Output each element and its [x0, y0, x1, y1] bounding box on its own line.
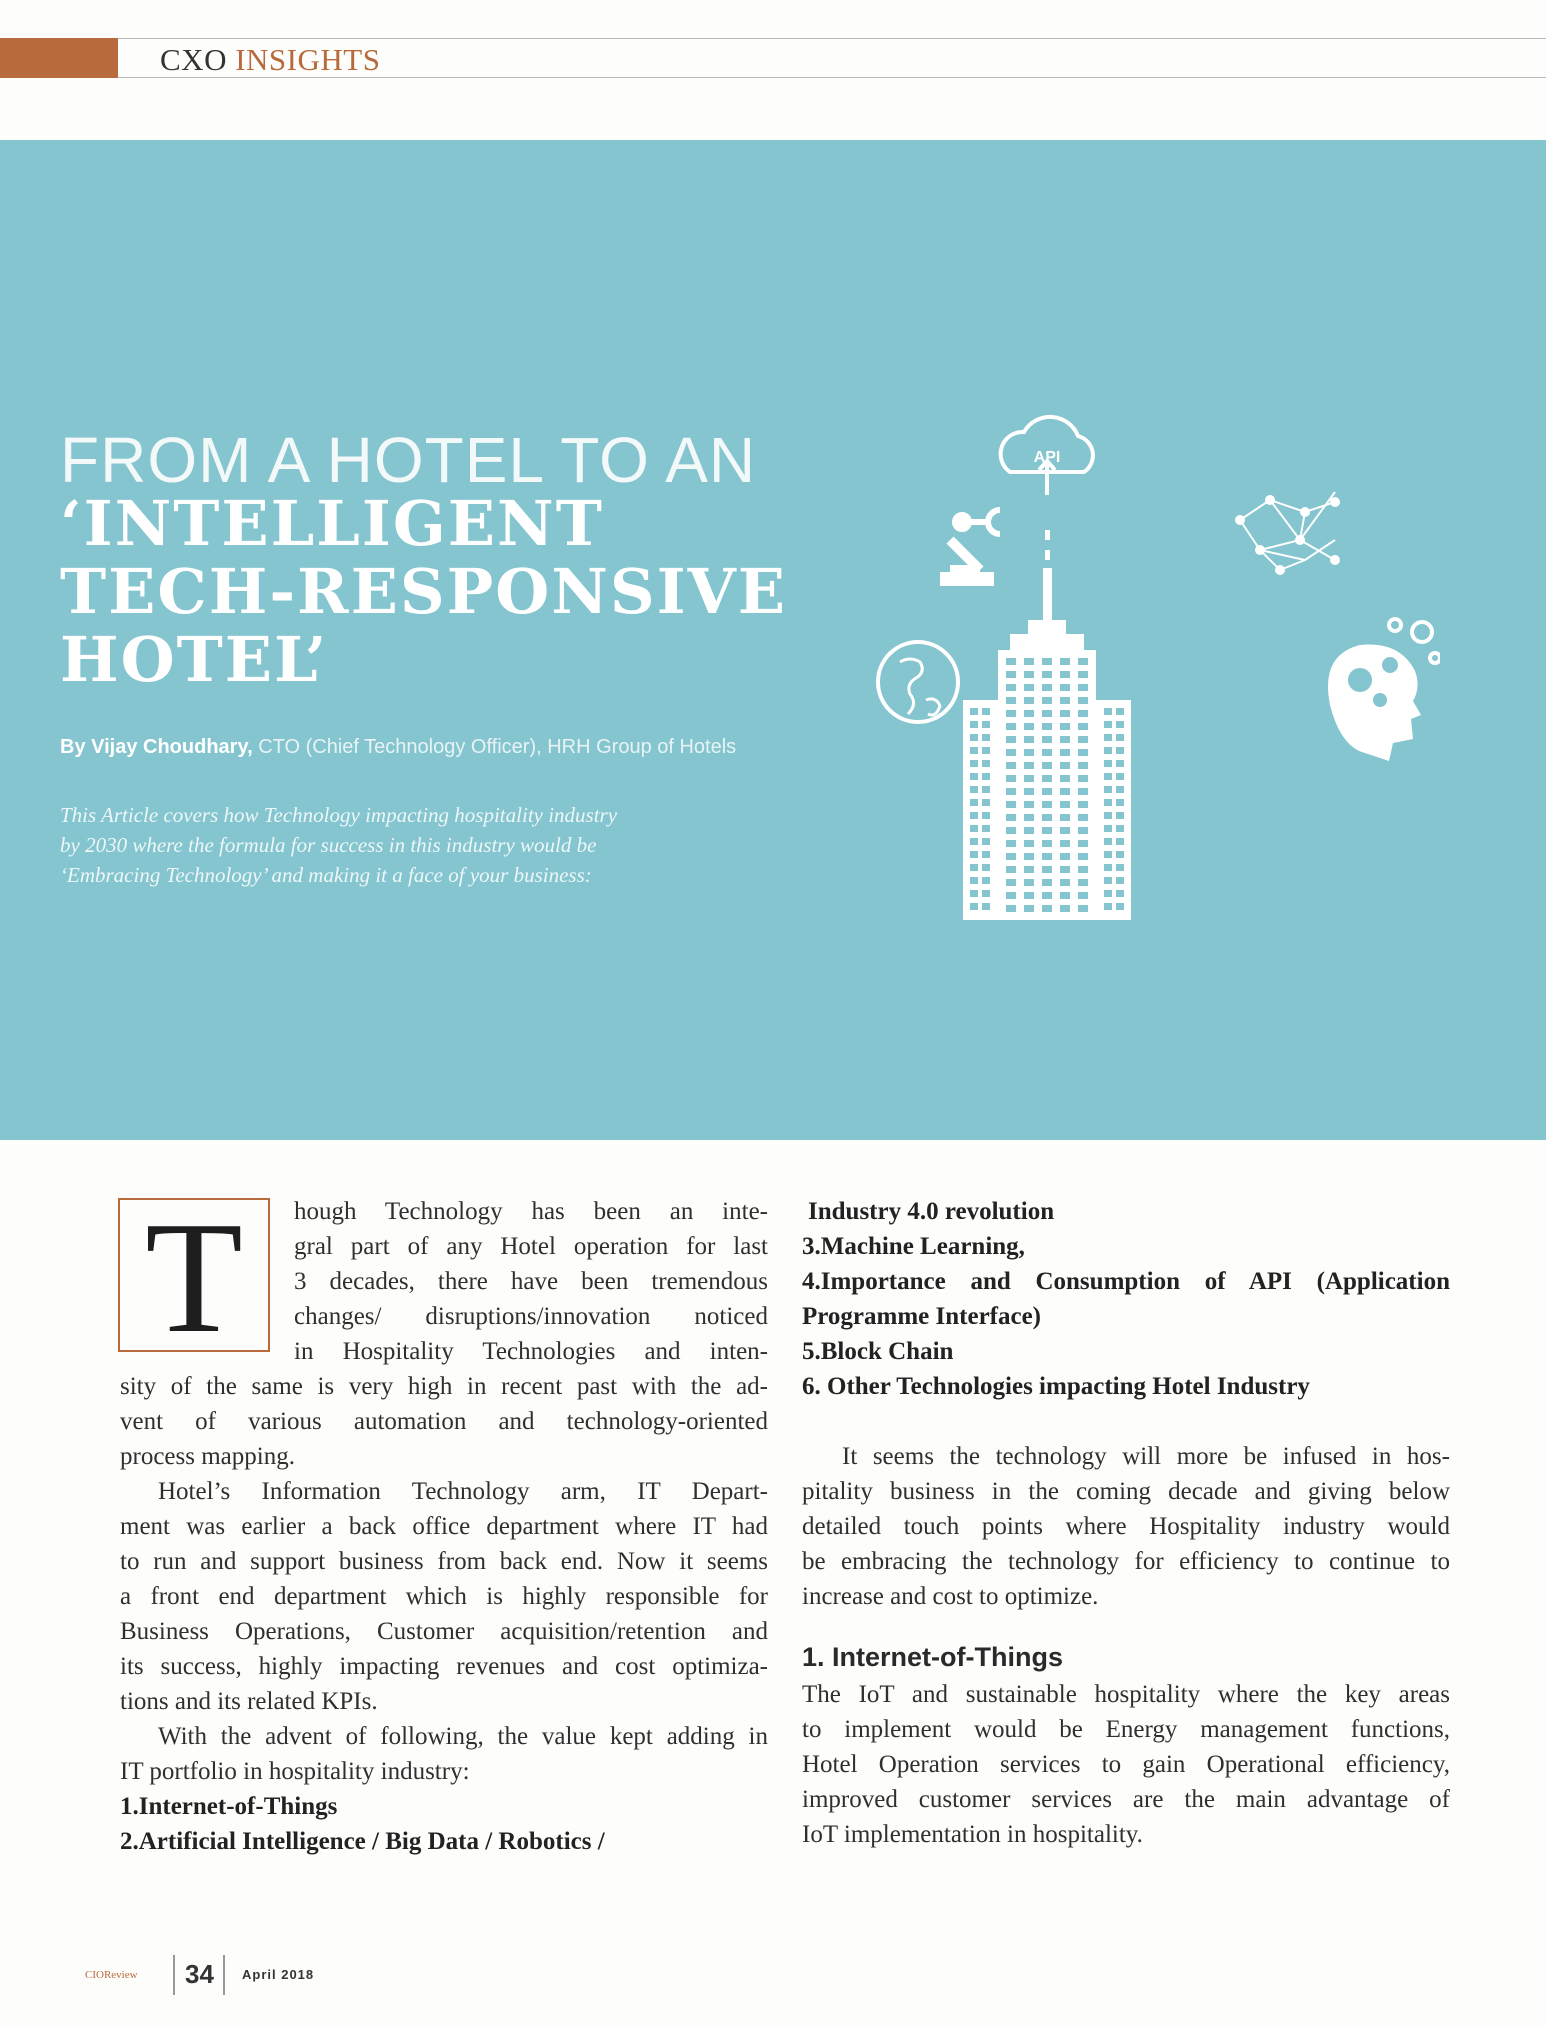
headline-line1: FROM A HOTEL TO AN — [60, 424, 757, 496]
author-role: CTO (Chief Technology Officer), HRH Group of Hotels — [252, 736, 737, 758]
author-name: By Vijay Choudhary, — [60, 736, 253, 758]
section-label-part2: INSIGHTS — [235, 42, 381, 77]
section-color-block — [0, 38, 118, 78]
text-line: 3 decades, there have been tremendous — [294, 1268, 768, 1295]
divider — [223, 1955, 225, 1995]
text-line: to run and support business from back end. Now it seems — [120, 1548, 768, 1575]
list-item: 5.Block Chain — [802, 1338, 954, 1365]
standfirst-line: This Article covers how Technology impacting hospitality industry — [60, 803, 618, 827]
text-line: Business Operations, Customer acquisition/retention and — [120, 1618, 768, 1645]
drop-cap: T — [145, 1188, 243, 1366]
publication-logo: CIOReview — [85, 1969, 138, 1981]
standfirst-line: ‘Embracing Technology’ and making it a face of your business: — [60, 863, 592, 887]
section-label-part1: CXO — [160, 42, 227, 77]
text-line: tions and its related KPIs. — [120, 1688, 378, 1715]
list-item: 1.Internet-of-Things — [120, 1793, 338, 1820]
text-line: increase and cost to optimize. — [802, 1583, 1099, 1610]
text-line: gral part of any Hotel operation for last — [294, 1233, 768, 1260]
network-icon — [1236, 492, 1339, 574]
issue-date: April 2018 — [242, 1967, 315, 1982]
section-header-bar — [0, 38, 1546, 78]
text-line: be embracing the technology for efficiency to continue to — [802, 1548, 1450, 1575]
text-line: detailed touch points where Hospitality industry would — [802, 1513, 1450, 1540]
section-subheading: 1. Internet-of-Things — [802, 1642, 1063, 1672]
drop-cap-box — [118, 1188, 270, 1366]
text-line: its success, highly impacting revenues and cost optimiza- — [120, 1653, 768, 1680]
text-line: to implement would be Energy management functions, — [802, 1716, 1450, 1743]
list-item: 6. Other Technologies impacting Hotel Industry — [802, 1373, 1310, 1400]
byline — [60, 736, 736, 759]
headline-bold — [60, 487, 788, 696]
text-line: a front end department which is highly responsible for — [120, 1583, 768, 1610]
api-label: API — [1033, 449, 1061, 466]
text-line: With the advent of following, the value kept adding in — [158, 1723, 768, 1750]
text-line: The IoT and sustainable hospitality where the key areas — [802, 1681, 1450, 1708]
headline-bold-line: ‘INTELLIGENT — [60, 487, 604, 560]
text-line: improved customer services are the main advantage of — [802, 1786, 1450, 1813]
list-item: 2.Artificial Intelligence / Big Data / Robotics / — [120, 1828, 605, 1855]
list-item: Industry 4.0 revolution — [808, 1198, 1055, 1225]
text-line: It seems the technology will more be infused in hos- — [842, 1443, 1450, 1470]
headline-bold-line: TECH-RESPONSIVE — [60, 555, 788, 628]
divider — [173, 1955, 175, 1995]
divider — [118, 38, 1546, 39]
text-line: process mapping. — [120, 1443, 295, 1470]
section-label — [160, 42, 380, 78]
standfirst-line: by 2030 where the formula for success in this industry would be — [60, 833, 597, 857]
robot-arm-icon — [942, 510, 1000, 584]
text-line: IT portfolio in hospitality industry: — [120, 1758, 470, 1785]
globe-icon — [878, 642, 958, 722]
page-number: 34 — [185, 1959, 214, 1989]
text-line: ment was earlier a back office department where IT had — [120, 1513, 768, 1540]
standfirst — [60, 800, 780, 890]
text-line: Hotel’s Information Technology arm, IT Depart- — [158, 1478, 768, 1505]
text-line: Hotel Operation services to gain Operational efficiency, — [802, 1751, 1450, 1778]
list-item: 4.Importance and Consumption of API (Application — [802, 1268, 1450, 1295]
tech-hotel-illustration — [860, 400, 1440, 920]
text-line: changes/ disruptions/innovation noticed — [294, 1303, 768, 1330]
text-line: IoT implementation in hospitality. — [802, 1821, 1143, 1848]
list-item: Programme Interface) — [802, 1303, 1042, 1330]
text-line: vent of various automation and technology-oriented — [120, 1408, 768, 1435]
text-line: sity of the same is very high in recent past with the ad- — [120, 1373, 768, 1400]
list-item: 3.Machine Learning, — [802, 1233, 1025, 1260]
text-line: pitality business in the coming decade and giving below — [802, 1478, 1450, 1505]
text-line: in Hospitality Technologies and inten- — [294, 1338, 768, 1365]
text-line: hough Technology has been an inte- — [294, 1198, 768, 1225]
headline-bold-line: HOTEL’ — [60, 623, 329, 696]
head-gears-icon — [1328, 619, 1440, 761]
